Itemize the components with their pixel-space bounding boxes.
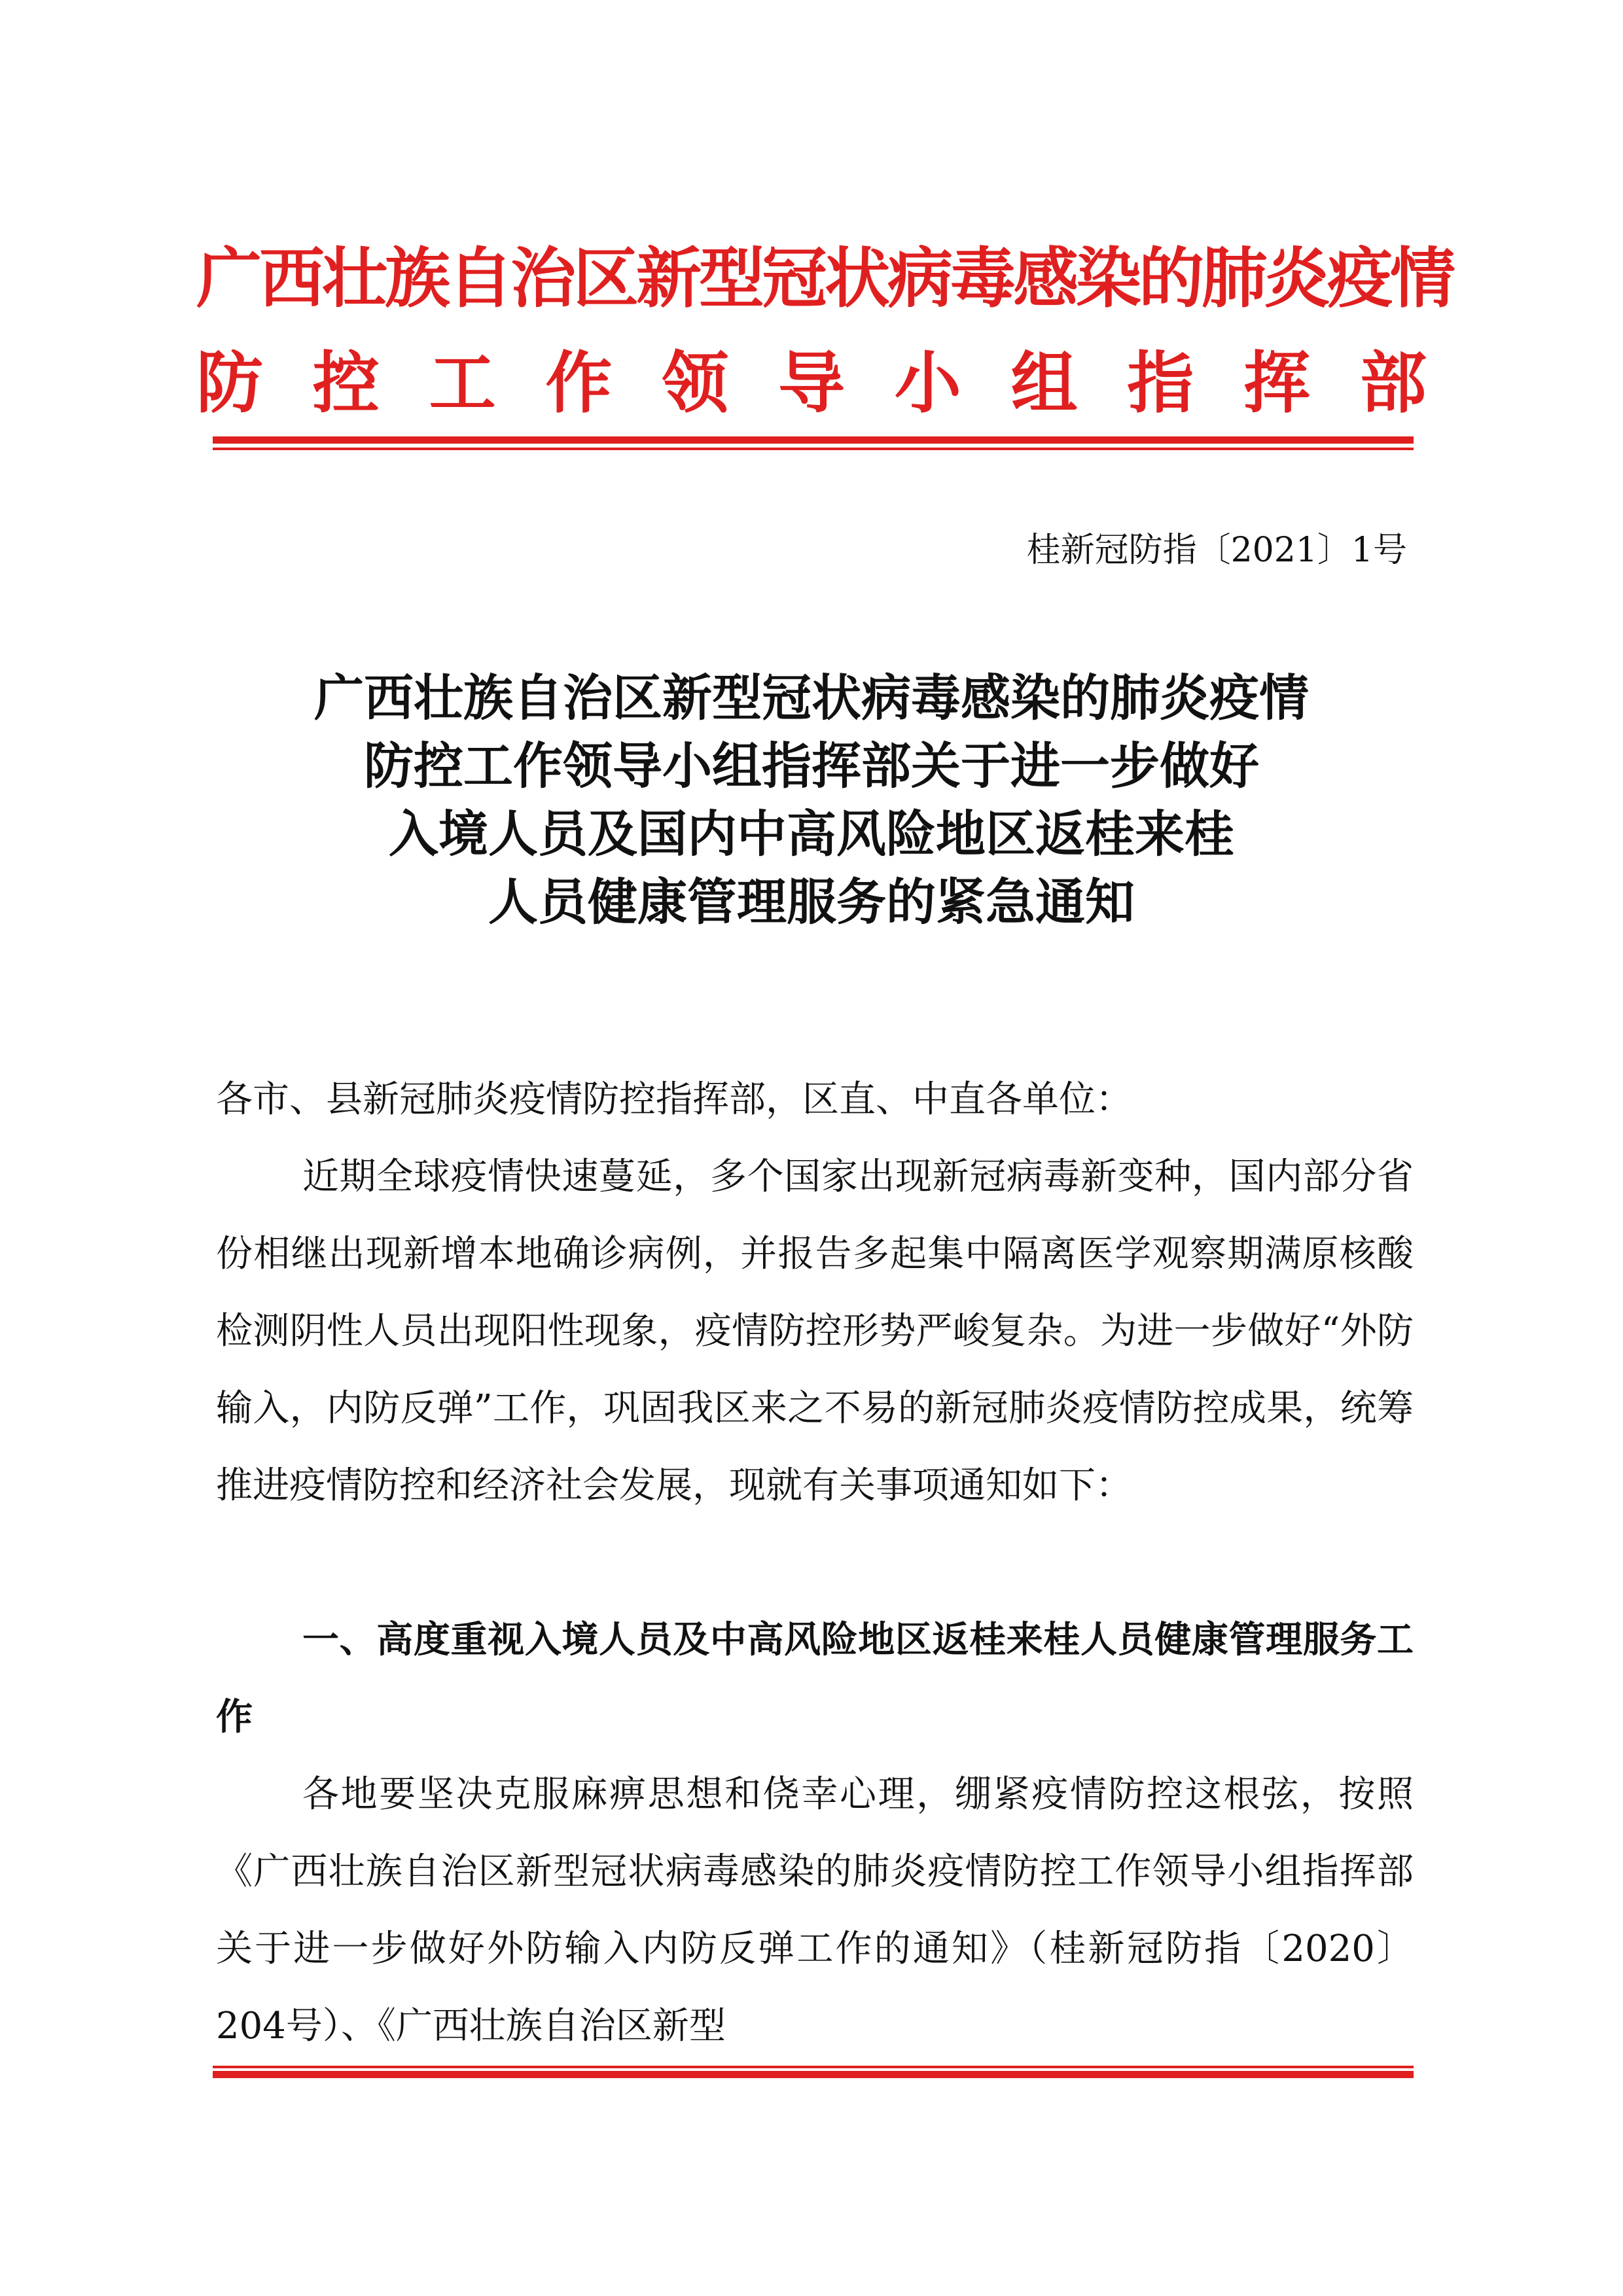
masthead-rule-thick (213, 436, 1414, 444)
masthead-rule-thin (213, 448, 1414, 450)
document-number: 桂新冠防指〔2021〕1号 (1026, 531, 1407, 570)
footer-rule-thin (213, 2066, 1414, 2068)
paragraph-2: 各地要坚决克服麻痹思想和侥幸心理，绷紧疫情防控这根弦，按照《广西壮族自治区新型冠状病毒感染的肺炎疫情防控工作领导小组指挥部关于进一步做好外防输入内防反弹工作的通知》（桂新冠防指〔2020〕204号）、《广西壮族自治区新型 (216, 1773, 1414, 2047)
section-heading-1: 一、高度重视入境人员及中高风险地区返桂来桂人员健康管理服务工作 (216, 1619, 1414, 1739)
masthead-line-2: 防控工作领导小组指挥部 (196, 344, 1427, 423)
document-title (196, 664, 1427, 936)
footer-rule-thick (213, 2071, 1414, 2078)
title-line-4: 人员健康管理服务的紧急通知 (488, 873, 1135, 931)
paragraph-1: 近期全球疫情快速蔓延，多个国家出现新冠病毒新变种，国内部分省份相继出现新增本地确诊病例，并报告多起集中隔离医学观察期满原核酸检测阴性人员出现阳性现象，疫情防控形势严峻复杂。为进一步做好“外防输入，内防反弹”工作，巩固我区来之不易的新冠肺炎疫情防控成果，统筹推进疫情防控和经济社会发展，现就有关事项通知如下： (216, 1156, 1414, 1507)
title-line-3: 入境人员及国内中高风险地区返桂来桂 (389, 805, 1234, 863)
salutation: 各市、县新冠肺炎疫情防控指挥部，区直、中直各单位： (216, 1078, 1132, 1121)
title-line-1: 广西壮族自治区新型冠状病毒感染的肺炎疫情 (314, 669, 1309, 727)
title-line-2: 防控工作领导小组指挥部关于进一步做好 (364, 737, 1259, 795)
masthead-line-1: 广西壮族自治区新型冠状病毒感染的肺炎疫情 (196, 239, 1453, 317)
